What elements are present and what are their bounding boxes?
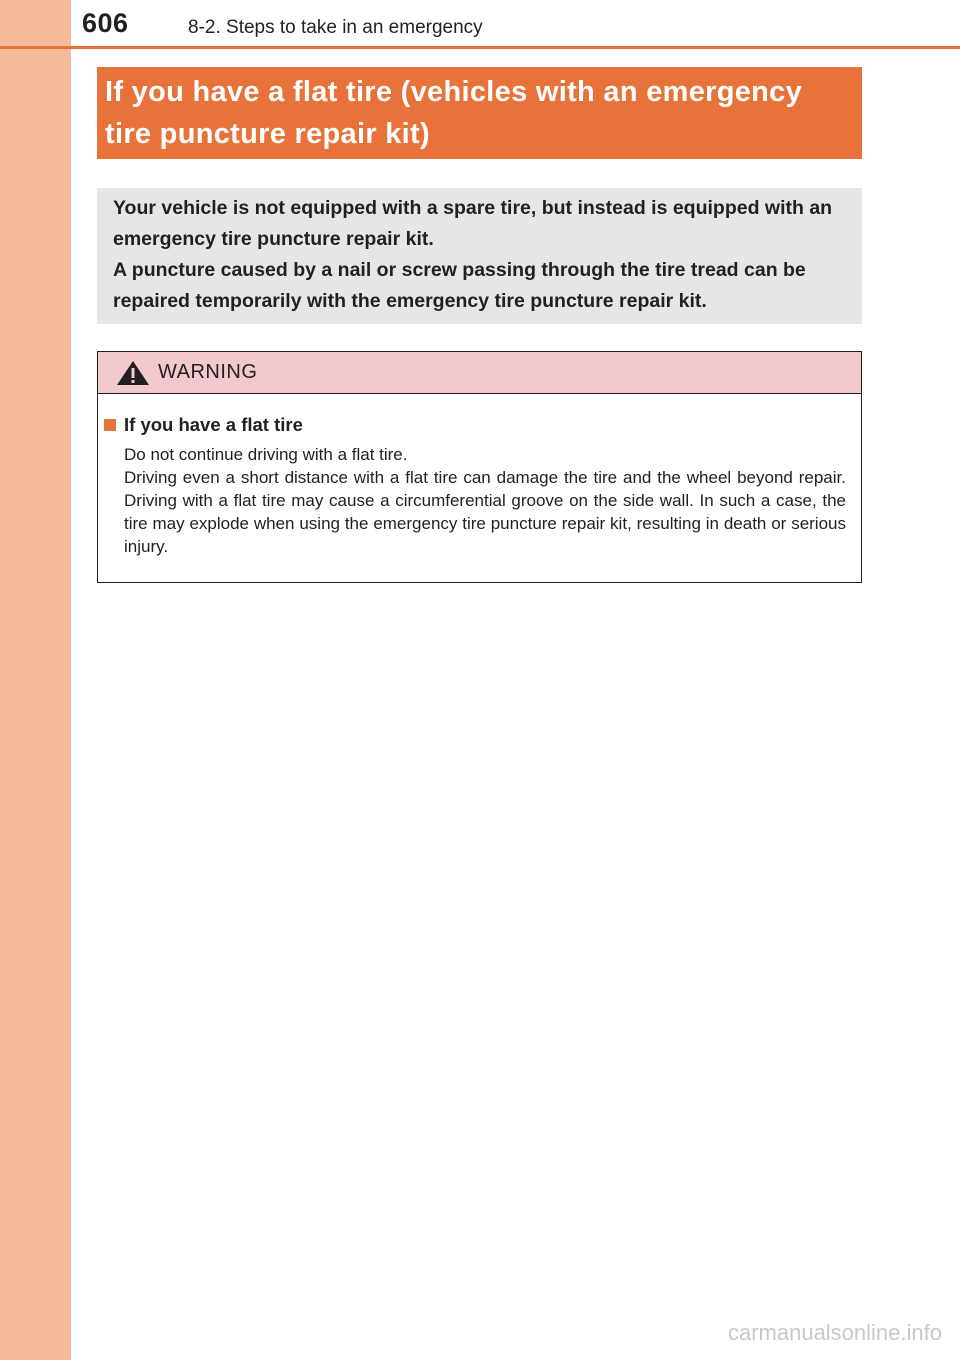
warning-body xyxy=(98,394,861,558)
warning-triangle-icon xyxy=(116,360,150,386)
square-bullet-icon xyxy=(104,419,116,431)
intro-box xyxy=(97,188,862,324)
title-line-2: tire puncture repair kit) xyxy=(105,118,430,150)
intro-line-1: Your vehicle is not equipped with a spare tire, but instead is equipped with an xyxy=(113,197,833,219)
intro-line-3: A puncture caused by a nail or screw passing through the tire tread can be xyxy=(113,259,806,281)
title-line-1: If you have a flat tire (vehicles with an emergency xyxy=(105,76,803,108)
watermark: carmanualsonline.info xyxy=(727,1320,942,1345)
warning-item-heading-text: If you have a flat tire xyxy=(124,414,303,435)
warning-paragraph-2: Driving even a short distance with a flat tire can damage the tire and the wheel beyond repair. Driving with a flat tire may cause a circumferential groove on the side wall. In such a case, the tire may explode when using the emergency tire puncture repair kit, resulting in death or serious injury. xyxy=(124,468,846,556)
intro-line-2: emergency tire puncture repair kit. xyxy=(113,228,434,250)
warning-item-heading xyxy=(104,412,846,438)
warning-header xyxy=(98,352,861,394)
section-title: 8-2. Steps to take in an emergency xyxy=(188,17,483,38)
warning-box xyxy=(97,351,862,583)
warning-paragraph-1: Do not continue driving with a flat tire. xyxy=(124,445,408,464)
title-banner xyxy=(97,67,862,159)
side-margin-band xyxy=(0,0,71,1360)
warning-label: WARNING xyxy=(158,361,258,383)
page-number: 606 xyxy=(82,8,129,38)
intro-line-4: repaired temporarily with the emergency tire puncture repair kit. xyxy=(113,290,707,312)
header-rule xyxy=(0,46,960,49)
